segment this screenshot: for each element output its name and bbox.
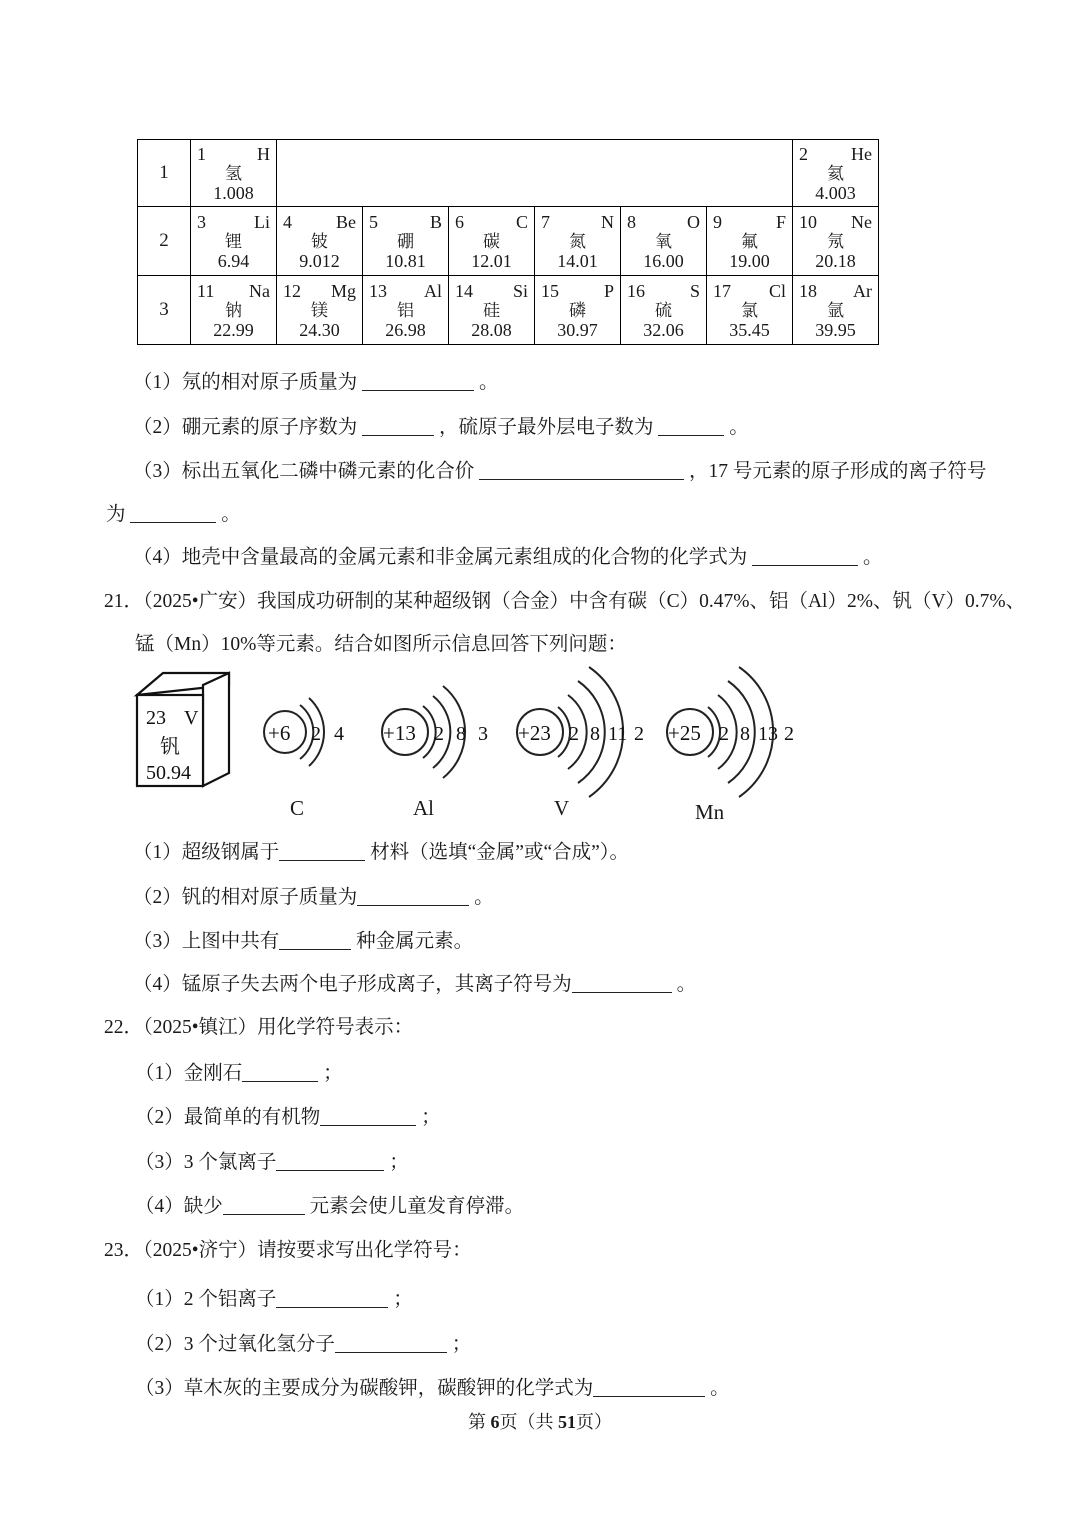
nucleus-charge-c: +6 [268, 721, 291, 745]
q21-part-2-text: （2）钒的相对原子质量为 [133, 887, 358, 908]
shell-count-v-3: 11 [608, 723, 628, 745]
atomic-mass: 1.008 [213, 182, 254, 203]
shell-count-mn-4: 2 [784, 723, 794, 745]
period-label: 2 [138, 207, 191, 276]
atomic-mass: 28.08 [471, 319, 512, 340]
q20-part-1-text: （1）氖的相对原子质量为 [133, 372, 358, 393]
q21-part-2 [133, 881, 494, 909]
shell-count-mn-3: 13 [758, 723, 778, 745]
element-symbol: Be [336, 211, 356, 232]
period-label: 1 [138, 140, 191, 207]
atomic-number: 13 [369, 280, 387, 301]
q21-part-4 [133, 968, 696, 996]
element-symbol: C [515, 211, 528, 232]
element-name-cn: 铍 [311, 231, 328, 251]
atomic-mass: 16.00 [643, 250, 684, 271]
element-name-cn: 氯 [741, 300, 758, 320]
atomic-mass: 39.95 [815, 319, 856, 340]
table-row [138, 276, 879, 345]
footer-suffix: 页） [576, 1412, 612, 1432]
element-name-cn: 锂 [225, 231, 242, 251]
q22-part-1-text: （1）金刚石 [135, 1063, 243, 1084]
element-cell-ne [793, 207, 879, 276]
q20-part-1 [133, 366, 499, 394]
q22-part-2-text: （2）最简单的有机物 [135, 1107, 321, 1128]
answer-blank[interactable] [276, 1307, 388, 1308]
q23-number: 23． [104, 1240, 144, 1261]
atomic-mass: 20.18 [815, 250, 856, 271]
atomic-number: 10 [799, 211, 817, 232]
atomic-number: 1 [197, 143, 206, 164]
atomic-number: 18 [799, 280, 817, 301]
element-cell-s [621, 276, 707, 345]
q20-part-4 [133, 541, 883, 569]
atomic-number: 4 [283, 211, 292, 232]
atomic-number: 17 [713, 280, 731, 301]
q20-part-3-cont: 为 [106, 504, 126, 525]
atomic-mass: 19.00 [729, 250, 770, 271]
element-name-cn: 钠 [225, 300, 242, 320]
atomic-number: 16 [627, 280, 645, 301]
element-name-cn: 硫 [655, 300, 672, 320]
q20-part-2-mid: ，硫原子最外层电子数为 [439, 417, 654, 438]
answer-blank[interactable] [658, 435, 724, 436]
q20-part-2-text: （2）硼元素的原子序数为 [133, 417, 358, 438]
element-name-cn: 氧 [655, 231, 672, 251]
shell-count-v-1: 2 [569, 723, 579, 745]
q22-part-1-end: ； [323, 1063, 343, 1084]
answer-blank[interactable] [242, 1081, 318, 1082]
q23-stem [104, 1234, 472, 1262]
q22-part-4-text: （4）缺少 [135, 1196, 223, 1217]
shell-count-al-3: 3 [478, 723, 488, 745]
q22-part-4 [135, 1190, 524, 1218]
footer-prefix: 第 [468, 1412, 491, 1432]
element-name-cn: 碳 [483, 231, 500, 251]
q22-part-1 [135, 1057, 343, 1085]
q20-part-3-text: （3）标出五氧化二磷中磷元素的化合价 [133, 461, 475, 482]
q21-part-2-end: 。 [474, 887, 494, 908]
answer-blank[interactable] [320, 1125, 416, 1126]
shell-count-v-2: 8 [590, 723, 600, 745]
answer-blank[interactable] [335, 1352, 447, 1353]
answer-blank[interactable] [752, 565, 858, 566]
q22-part-3 [135, 1146, 409, 1174]
table-row [138, 140, 879, 207]
element-name-cn: 镁 [311, 300, 328, 320]
element-symbol: H [257, 143, 270, 164]
element-cell-n [535, 207, 621, 276]
element-name-cn: 硼 [397, 231, 414, 251]
q23-stem-text: （2025•济宁）请按要求写出化学符号： [143, 1240, 472, 1261]
q21-part-1 [133, 836, 629, 864]
element-cell-h [191, 140, 277, 207]
element-name-cn: 氦 [827, 163, 844, 183]
element-cell-li [191, 207, 277, 276]
shell-count-c-2: 4 [334, 723, 344, 745]
answer-blank[interactable] [362, 390, 474, 391]
element-name-cn: 硅 [483, 300, 500, 320]
element-cell-he [793, 140, 879, 207]
q20-part-3-mid: ，17 号元素的原子形成的离子符号 [689, 461, 987, 482]
q22-number: 22． [104, 1017, 144, 1038]
atomic-number: 6 [455, 211, 464, 232]
q21-figure [0, 655, 1080, 845]
element-cell-ar [793, 276, 879, 345]
atomic-mass: 35.45 [729, 319, 770, 340]
q20-part-3-line1 [133, 455, 986, 483]
atomic-number: 3 [197, 211, 206, 232]
atomic-mass: 30.97 [557, 319, 598, 340]
element-name-cn: 氢 [225, 163, 242, 183]
footer-page-number: 6 [490, 1412, 500, 1432]
q23-part-1 [135, 1283, 413, 1311]
nucleus-charge-v: +23 [518, 721, 551, 745]
q22-stem [104, 1011, 413, 1039]
element-cell-p [535, 276, 621, 345]
atomic-number: 5 [369, 211, 378, 232]
element-symbol: Mg [330, 280, 356, 301]
atomic-mass: 32.06 [643, 319, 684, 340]
atomic-mass: 26.98 [385, 319, 426, 340]
q20-part-4-end: 。 [863, 547, 883, 568]
table-row [138, 207, 879, 276]
q23-part-2-text: （2）3 个过氧化氢分子 [135, 1334, 335, 1355]
element-symbol: Na [249, 280, 270, 301]
answer-blank[interactable] [130, 522, 216, 523]
shell-count-c-1: 2 [311, 723, 321, 745]
figure-label-v: V [554, 796, 570, 820]
shell-count-v-4: 2 [634, 723, 644, 745]
atomic-number: 7 [541, 211, 550, 232]
q22-part-2 [135, 1101, 441, 1129]
atomic-number: 15 [541, 280, 559, 301]
element-symbol: O [687, 211, 700, 232]
atomic-mass: 12.01 [471, 250, 512, 271]
element-symbol: N [601, 211, 614, 232]
q22-stem-text: （2025•镇江）用化学符号表示： [143, 1017, 414, 1038]
atomic-number: 9 [713, 211, 722, 232]
element-cell-f [707, 207, 793, 276]
figure-label-mn: Mn [695, 800, 725, 824]
q22-part-4-end: 元素会使儿童发育停滞。 [309, 1196, 525, 1217]
cube-symbol: V [184, 707, 199, 729]
answer-blank[interactable] [223, 1214, 305, 1215]
atomic-number: 12 [283, 280, 301, 301]
q20-part-2-end: 。 [729, 417, 749, 438]
q21-line1 [104, 585, 1025, 613]
q23-part-1-text: （1）2 个铝离子 [135, 1289, 277, 1310]
element-symbol: S [689, 280, 700, 301]
atomic-mass: 9.012 [299, 250, 340, 271]
q23-part-1-end: ； [393, 1289, 413, 1310]
shell-count-al-2: 8 [456, 723, 466, 745]
q20-part-3-line2 [106, 498, 241, 526]
element-cell-o [621, 207, 707, 276]
answer-blank[interactable] [276, 1170, 384, 1171]
element-symbol: Ar [853, 280, 872, 301]
periodic-table [137, 139, 879, 345]
q21-part-3-end: 种金属元素。 [356, 931, 474, 952]
element-cell-si [449, 276, 535, 345]
answer-blank[interactable] [279, 860, 365, 861]
page-footer [0, 1408, 1080, 1434]
answer-blank[interactable] [357, 905, 469, 906]
element-cell-cl [707, 276, 793, 345]
q21-part-4-end: 。 [676, 974, 697, 995]
nucleus-charge-mn: +25 [668, 721, 701, 745]
atomic-mass: 22.99 [213, 319, 254, 340]
atomic-mass: 4.003 [815, 182, 856, 203]
q22-part-3-text: （3）3 个氯离子 [135, 1152, 277, 1173]
empty-cells [277, 140, 793, 207]
q21-line2 [135, 628, 627, 656]
q23-part-3 [135, 1372, 730, 1400]
atomic-number: 14 [455, 280, 473, 301]
element-name-cn: 磷 [569, 300, 586, 320]
element-symbol: Si [512, 280, 528, 301]
element-cell-na [191, 276, 277, 345]
q21-part-1-end: 材料（选填“金属”或“合成”）。 [370, 842, 630, 863]
element-symbol: He [851, 143, 872, 164]
element-symbol: P [603, 280, 614, 301]
q23-part-3-end: 。 [710, 1378, 730, 1399]
q21-number: 21． [104, 591, 144, 612]
element-cell-al [363, 276, 449, 345]
figure-label-c: C [290, 796, 305, 820]
element-symbol: Al [424, 280, 442, 301]
atomic-mass: 14.01 [557, 250, 598, 271]
cube-atomic-number: 23 [146, 707, 166, 729]
footer-mid: 页（共 [499, 1412, 558, 1432]
q23-part-2-end: ； [451, 1334, 472, 1355]
shell-count-mn-2: 8 [740, 723, 750, 745]
element-symbol: Li [254, 211, 270, 232]
figure-label-al: Al [413, 796, 434, 820]
q21-stem-line2: 锰（Mn）10%等元素。结合如图所示信息回答下列问题： [135, 634, 627, 655]
cube-name-cn: 钒 [160, 736, 180, 758]
answer-blank[interactable] [593, 1396, 705, 1397]
q22-part-2-end: ； [421, 1107, 441, 1128]
element-cell-be [277, 207, 363, 276]
element-symbol: F [775, 211, 786, 232]
element-symbol: B [429, 211, 442, 232]
element-name-cn: 氟 [741, 231, 758, 251]
element-cell-b [363, 207, 449, 276]
atomic-mass: 24.30 [299, 319, 340, 340]
q20-part-1-end: 。 [479, 372, 499, 393]
q21-part-3-text: （3）上图中共有 [133, 931, 280, 952]
q20-part-2 [133, 411, 749, 439]
q21-part-4-text: （4）锰原子失去两个电子形成离子，其离子符号为 [133, 974, 572, 995]
q20-part-3-end: 。 [221, 504, 241, 525]
element-cell-mg [277, 276, 363, 345]
answer-blank[interactable] [362, 435, 434, 436]
atomic-number: 8 [627, 211, 636, 232]
q23-part-2 [135, 1328, 471, 1356]
element-cell-c [449, 207, 535, 276]
element-name-cn: 氩 [827, 300, 844, 320]
nucleus-charge-al: +13 [383, 721, 416, 745]
atomic-mass: 10.81 [385, 250, 426, 271]
element-name-cn: 铝 [397, 300, 414, 320]
footer-total-pages: 51 [558, 1412, 576, 1432]
q21-part-3 [133, 925, 473, 953]
shell-count-mn-1: 2 [719, 723, 729, 745]
q21-stem-line1: （2025•广安）我国成功研制的某种超级钢（合金）中含有碳（C）0.47%、铝（Al）2%、钒（V）0.7%、 [143, 591, 1026, 612]
q21-part-1-text: （1）超级钢属于 [133, 842, 280, 863]
atomic-number: 11 [197, 280, 215, 301]
element-symbol: Ne [851, 211, 872, 232]
q22-part-3-end: ； [389, 1152, 409, 1173]
q20-part-4-text: （4）地壳中含量最高的金属元素和非金属元素组成的化合物的化学式为 [133, 547, 748, 568]
cube-mass: 50.94 [146, 762, 191, 784]
atomic-number: 2 [799, 143, 808, 164]
q23-part-3-text: （3）草木灰的主要成分为碳酸钾，碳酸钾的化学式为 [135, 1378, 594, 1399]
answer-blank[interactable] [279, 949, 351, 950]
shell-count-al-1: 2 [434, 723, 444, 745]
element-name-cn: 氮 [569, 231, 586, 251]
element-name-cn: 氖 [827, 231, 844, 251]
answer-blank[interactable] [572, 992, 672, 993]
element-symbol: Cl [768, 280, 786, 301]
answer-blank[interactable] [479, 479, 684, 480]
period-label: 3 [138, 276, 191, 345]
atomic-mass: 6.94 [217, 250, 250, 271]
